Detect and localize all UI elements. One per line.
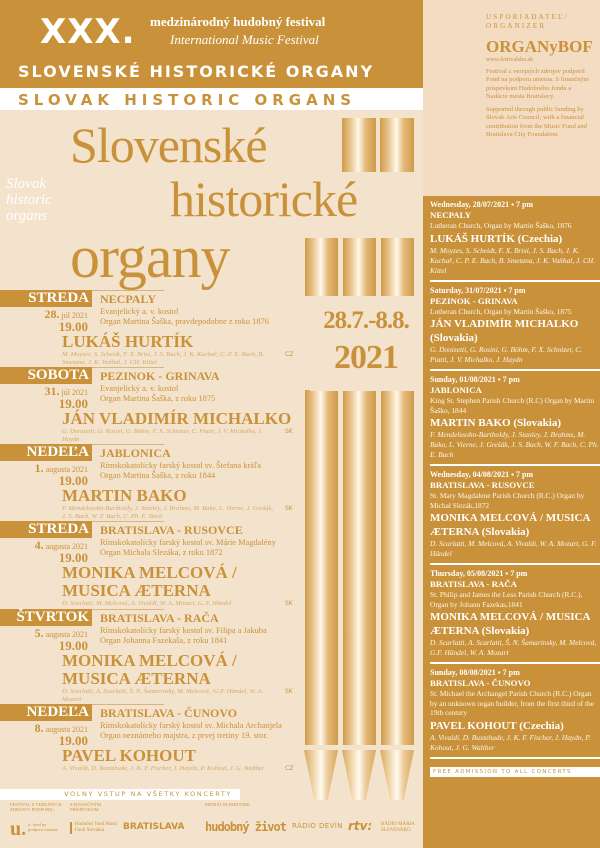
event-church: Lutheran Church, Organ by Martin Šaško, 1876 bbox=[430, 221, 572, 230]
event-date-month: augusta 2021 bbox=[43, 630, 88, 639]
event-composers: G. Donizetti, G. Rosini, G. Böhm, F. X. Schnizer, C. Piatti, J. V. Michalko, J. Haydn bbox=[430, 345, 582, 364]
event-divider bbox=[92, 290, 164, 291]
event-composers: D. Scarlatti, M. Melcová, A. Vivaldi, W. A. Mozart, G. F. Händel bbox=[430, 539, 597, 558]
event-church: St. Mary Magdalene Parish Church (R.C.) Organ by Michal Slezák,1872 bbox=[430, 491, 585, 510]
event-en bbox=[430, 196, 600, 282]
title-watermark-en bbox=[6, 176, 52, 224]
event-composers: M. Moyzes, S. Scheidt, F. X. Brixi, J. S. Bach, J. K. Kuchař, C. P. E. Bach, B. Smetana, J. K. Vaňhal, J. CH. Kittel bbox=[430, 245, 596, 275]
event-place: PEZINOK - GRINAVA bbox=[100, 369, 220, 383]
event-time: 19.00 bbox=[58, 473, 88, 488]
country-code: SK bbox=[285, 688, 293, 695]
performer-line: MUSICA ÆTERNA bbox=[62, 669, 211, 688]
event-date: Sunday, 08/08/2021 ▪ 7 pm bbox=[430, 668, 520, 677]
organ-pipe bbox=[381, 390, 414, 745]
performer-line: JÁN VLADIMÍR MICHALKO bbox=[62, 409, 292, 428]
organizer-panel bbox=[423, 0, 600, 196]
event-time: 19.00 bbox=[58, 396, 88, 411]
event-performer bbox=[62, 333, 193, 351]
event-church bbox=[100, 307, 269, 327]
event-composers: D. Scarlatti, A. Scarlatti, Š. N. Šamarinsky, M. Melcová, G.F. Händel, W. A. Mozart bbox=[430, 638, 597, 657]
event-performer: MONIKA MELCOVÁ / MUSICA ÆTERNA (Slovakia) bbox=[430, 512, 590, 538]
event-date: Wednesday, 04/08/2021 ▪ 7 pm bbox=[430, 470, 534, 479]
event-performer bbox=[62, 564, 237, 600]
festival-subtitle-en: International Music Festival bbox=[170, 32, 319, 47]
logo-music-fund: Hudobný fond Music Fund Slovakia bbox=[70, 822, 118, 834]
watermark-line: historic bbox=[6, 192, 52, 208]
church-line: Organ Martina Šaška, z roku 1844 bbox=[100, 471, 216, 480]
event-divider bbox=[92, 521, 164, 522]
event-composers: A. Vivaldi, D. Buxtehude, J. K. F. Fischer, J. Haydn, P. Kohout, J. G. Walther bbox=[430, 732, 591, 752]
country-code: SK bbox=[285, 600, 293, 607]
event-church: King St. Stephen Parish Church (R.C) Organ by Martin Šaško, 1844 bbox=[430, 396, 595, 415]
event-place: JABLONICA bbox=[100, 446, 171, 460]
event-date: Thursday, 05/08/2021 ▪ 7 pm bbox=[430, 569, 528, 578]
church-line: Organ neznámeho majstra, z prvej tretiny 19. stor. bbox=[100, 731, 268, 740]
event-place: BRATISLAVA - RUSOVCE bbox=[430, 480, 535, 490]
country-code: CZ bbox=[285, 765, 294, 772]
event-date-month: augusta 2021 bbox=[43, 725, 88, 734]
support-text-sk: Festival z verejných zdrojov podporil Fond na podporu umenia. S finančným príspevkom Hudobného fondu a Nadácie mesta Bratislavy. bbox=[486, 68, 589, 100]
organizer-logo: ORGANyBOF bbox=[486, 37, 593, 56]
event-performer: JÁN VLADIMÍR MICHALKO (Slovakia) bbox=[430, 318, 579, 344]
event-sk bbox=[0, 290, 300, 366]
event-church bbox=[100, 626, 267, 646]
logo-bratislava: BRATISLAVA bbox=[123, 822, 185, 832]
organ-pipe-foot bbox=[342, 750, 376, 800]
event-sk bbox=[0, 444, 300, 520]
free-admission-banner-sk: VOLNÝ VSTUP NA VŠETKY KONCERTY bbox=[0, 789, 240, 800]
event-date-month: augusta 2021 bbox=[43, 542, 88, 551]
event-date-month: júl 2021 bbox=[59, 388, 88, 397]
event-day-label: NEDEĽA bbox=[0, 704, 92, 721]
event-composers: D. Scarlatti, A. Scarlatti, Š. N. Šamarinsky, M. Melcová, /G.F. Händel, W. A. Mozart bbox=[62, 688, 264, 703]
performer-line: MUSICA ÆTERNA bbox=[62, 581, 211, 600]
event-time: 19.00 bbox=[58, 550, 88, 565]
event-church bbox=[100, 538, 276, 558]
logo-radio-devin: RÁDIO DEVÍN bbox=[292, 822, 343, 830]
event-performer bbox=[62, 747, 196, 765]
event-place: BRATISLAVA - ČUNOVO bbox=[100, 706, 238, 720]
organ-pipe bbox=[343, 390, 376, 745]
church-line: Organ Michala Slezáka, z roku 1872 bbox=[100, 548, 223, 557]
church-line: Organ Martina Šaška, pravdepodobne z roku 1876 bbox=[100, 317, 269, 326]
event-performer bbox=[62, 652, 237, 688]
logo-rtvs: rtv: bbox=[348, 819, 373, 833]
event-place: PEZINOK - GRINAVA bbox=[430, 295, 518, 306]
church-line: Organ Martina Šaška, z roku 1875 bbox=[100, 394, 216, 403]
sponsor-label-media: MEDIÁLNI PARTNERI bbox=[205, 802, 250, 807]
logo-fpu-mark: u. bbox=[10, 818, 27, 840]
event-day-label: ŠTVRTOK bbox=[0, 609, 92, 626]
event-place: NECPALY bbox=[100, 292, 157, 306]
festival-subtitle-sk: medzinárodný hudobný festival bbox=[150, 14, 326, 29]
performer-line: MARTIN BAKO bbox=[62, 486, 187, 505]
church-line: Organ Johanna Fazekaša, z roku 1841 bbox=[100, 636, 228, 645]
church-line: Rímskokatolícky farský kostol sv. Filipa a Jakuba bbox=[100, 626, 267, 635]
country-code: SK bbox=[285, 428, 293, 435]
organizer-label: USPORIADATEĽ/ ORGANIZER bbox=[486, 13, 569, 30]
event-church bbox=[100, 461, 261, 481]
event-church: St. Philip and James the Less Parish Church (R.C.), Organ by Johann Fazekas,1841 bbox=[430, 590, 583, 609]
country-code: CZ bbox=[285, 351, 294, 358]
performer-line: LUKÁŠ HURTÍK bbox=[62, 332, 194, 351]
event-sk bbox=[0, 521, 300, 608]
event-en bbox=[430, 371, 600, 466]
logo-radio-maria: RÁDIO MÁRIA SLOVENSKO bbox=[381, 822, 415, 833]
event-performer: LUKÁŠ HURTÍK (Czechia) bbox=[430, 232, 563, 245]
event-day-label: STREDA bbox=[0, 521, 92, 538]
event-performer: MONIKA MELCOVÁ / MUSICA ÆTERNA (Slovakia) bbox=[430, 611, 590, 637]
festival-title-en: SLOVAK HISTORIC ORGANS bbox=[18, 91, 357, 109]
event-date-day: 8. bbox=[34, 721, 44, 735]
event-en bbox=[430, 565, 600, 664]
event-divider bbox=[92, 444, 164, 445]
event-composers: F. Mendelssohn-Bartholdy, J. Stanley, J. Brahms, M. Bako, L. Vierne, J. Grešák, J. S. Bach, W. F. Bach, C. Ph. E. Bach bbox=[430, 430, 599, 459]
event-performer: MARTIN BAKO (Slovakia) bbox=[430, 417, 562, 429]
event-divider bbox=[92, 609, 164, 610]
event-sk bbox=[0, 367, 300, 443]
performer-line: MONIKA MELCOVÁ / bbox=[62, 651, 237, 670]
event-date-month: júl 2021 bbox=[59, 311, 88, 320]
event-composers: M. Moyzes, S. Scheidt, F. X. Brixi, J. S. Bach, J. K. Kuchař, C. P. E. Bach, B. Smetana, J. K. Vaňhal, J. CH. Kittel bbox=[62, 351, 265, 366]
church-line: Rímskokatolícky farský kostol sv. Márie Magdalény bbox=[100, 538, 276, 547]
event-sk bbox=[0, 609, 300, 703]
church-line: Rímskokatolícky farský kostol sv. Štefana kráľa bbox=[100, 461, 262, 470]
event-date-day: 31. bbox=[44, 384, 60, 398]
performer-line: MONIKA MELCOVÁ / bbox=[62, 563, 237, 582]
title-line: organy bbox=[70, 224, 230, 290]
logo-hudobny-zivot: hudobný život bbox=[205, 820, 286, 834]
event-en bbox=[430, 282, 600, 372]
event-composers: A. Vivaldi, D. Buxtehude, J. K. F. Fischer, J. Haydn, P. Kohout, J. G. Walther bbox=[62, 765, 265, 772]
organ-pipe-foot bbox=[380, 750, 414, 800]
date-range: 28.7.-8.8. bbox=[323, 307, 409, 334]
event-date-day: 1. bbox=[34, 461, 44, 475]
festival-dates bbox=[310, 296, 422, 391]
event-performer bbox=[62, 410, 291, 428]
event-church bbox=[100, 384, 215, 404]
organ-pipe bbox=[380, 118, 414, 172]
event-time: 19.00 bbox=[58, 638, 88, 653]
sponsor-label-financial: S FINANČNÝM PRÍSPEVKOM bbox=[70, 802, 101, 812]
country-code: SK bbox=[285, 505, 293, 512]
title-line: historické bbox=[170, 171, 358, 227]
event-date-day: 28. bbox=[44, 307, 60, 321]
event-place: BRATISLAVA - RAČA bbox=[100, 611, 219, 625]
festival-title-sk: SLOVENSKÉ HISTORICKÉ ORGANY bbox=[18, 62, 375, 81]
event-church: Lutheran Church, Organ by Martin Šaško, 1875 bbox=[430, 306, 572, 316]
event-divider bbox=[92, 704, 164, 705]
event-composers: D. Scarlatti, M. Melcová, A. Vivaldi, W. A. Mozart, G. F. Händel bbox=[62, 600, 232, 607]
event-date: Sunday, 01/08/2021 ▪ 7 pm bbox=[430, 375, 520, 384]
support-text-en: Supported through public funding by Slovak Arts Council; with a financial contribution from the Music Fund and Bratislava City Foundation. bbox=[486, 106, 587, 139]
main-title bbox=[70, 118, 357, 288]
event-performer: PAVEL KOHOUT (Czechia) bbox=[430, 719, 564, 732]
event-en bbox=[430, 466, 600, 565]
event-date: Wednesday, 28/07/2021 ▪ 7 pm bbox=[430, 200, 534, 209]
event-time: 19.00 bbox=[58, 733, 88, 748]
event-date: Saturday, 31/07/2021 ▪ 7 pm bbox=[430, 285, 526, 295]
event-composers: F. Mendelssohn-Bartholdy, J. Stanley, J. Brahms, M. Bako, L. Vierne, J. Grešák, J. S. Bach, W. F. Bach, C. Ph. E. Bach bbox=[62, 505, 274, 520]
performer-line: PAVEL KOHOUT bbox=[62, 746, 196, 765]
church-line: Evanjelický a. v. kostol bbox=[100, 307, 179, 316]
event-day-label: SOBOTA bbox=[0, 367, 92, 384]
event-date-day: 4. bbox=[34, 538, 44, 552]
organ-pipe bbox=[305, 390, 338, 745]
event-place: BRATISLAVA - RUSOVCE bbox=[100, 523, 243, 537]
event-place: JABLONICA bbox=[430, 385, 482, 395]
event-place: BRATISLAVA - ČUNOVO bbox=[430, 678, 531, 688]
event-en bbox=[430, 664, 600, 759]
organ-pipe bbox=[381, 238, 414, 296]
title-line: Slovenské bbox=[70, 117, 267, 173]
event-list-en bbox=[423, 196, 600, 848]
festival-number: XXX. bbox=[40, 12, 136, 52]
event-day-label: STREDA bbox=[0, 290, 92, 307]
event-church bbox=[100, 721, 282, 741]
event-day-label: NEDEĽA bbox=[0, 444, 92, 461]
event-date-day: 5. bbox=[34, 626, 44, 640]
event-divider bbox=[92, 367, 164, 368]
event-date-month: augusta 2021 bbox=[43, 465, 88, 474]
event-place: NECPALY bbox=[430, 210, 472, 220]
event-church: St. Michael the Archangel Parish Church (R.C.) Organ by an unknown organ builder, from the first third of the 19th century bbox=[430, 689, 594, 717]
watermark-line: Slovak bbox=[6, 176, 46, 192]
organ-pipe-foot bbox=[304, 750, 338, 800]
logo-fpu bbox=[10, 818, 68, 840]
event-composers: G. Donizetti, G. Rosini, G. Böhm, F. X. Schnizer, C. Piatti, J. V. Michalko, J. Haydn bbox=[62, 428, 263, 443]
logo-fpu-text: u. fond na podporu umenia bbox=[28, 822, 58, 832]
event-place: BRATISLAVA - RAČA bbox=[430, 579, 518, 589]
free-admission-banner-en: FREE ADMISSION TO ALL CONCERTS bbox=[430, 767, 600, 777]
event-sk bbox=[0, 704, 300, 773]
watermark-line: organs bbox=[6, 208, 48, 224]
event-time: 19.00 bbox=[58, 319, 88, 334]
event-performer bbox=[62, 487, 187, 505]
festival-year: 2021 bbox=[334, 339, 398, 376]
organizer-url[interactable]: www.festivalsho.sk bbox=[486, 57, 533, 63]
sponsor-label-public: FESTIVAL Z VEREJNÝCH ZDROJOV PODPORIL: bbox=[10, 802, 62, 812]
church-line: Rímskokatolícky farský kostol sv. Michala Archanjela bbox=[100, 721, 282, 730]
church-line: Evanjelický a. v. kostol bbox=[100, 384, 179, 393]
